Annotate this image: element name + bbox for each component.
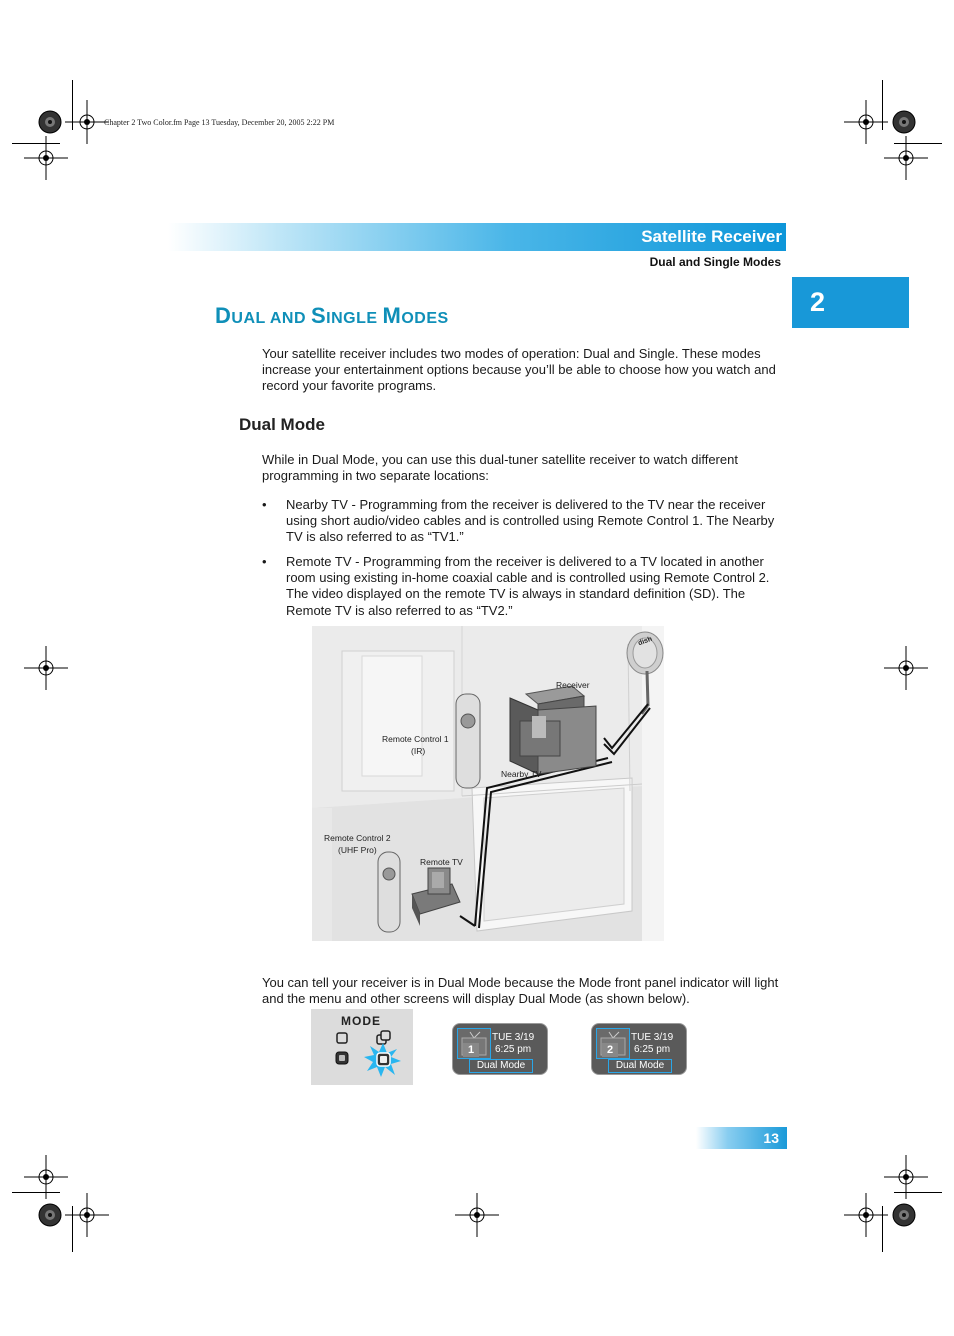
- osd-mode-label: Dual Mode: [469, 1059, 533, 1073]
- title-rest-3: ODES: [401, 310, 449, 327]
- mode-front-panel: [311, 1009, 413, 1085]
- osd-date: TUE 3/19: [631, 1032, 674, 1043]
- header-subtitle: Dual and Single Modes: [649, 255, 781, 269]
- tv-icon: [457, 1028, 491, 1059]
- header-title: Satellite Receiver: [641, 227, 782, 246]
- osd-mode-label: Dual Mode: [608, 1059, 672, 1073]
- tv-icon: [596, 1028, 630, 1059]
- osd-date: TUE 3/19: [492, 1032, 535, 1043]
- dual-mode-diagram: [312, 626, 664, 941]
- bullet-symbol: •: [262, 497, 267, 512]
- title-cap-3: M: [382, 303, 402, 328]
- header-band: [168, 223, 786, 251]
- tv-number: 2: [602, 1043, 618, 1057]
- osd-time: 6:25 pm: [634, 1044, 671, 1055]
- osd-screen-tv1: [452, 1023, 548, 1075]
- indicator-paragraph: You can tell your receiver is in Dual Mode because the Mode front panel indicator will light and the menu and other screens will display Dual Mode (as shown below).: [262, 975, 779, 1007]
- osd-time: 6:25 pm: [495, 1044, 532, 1055]
- label-remote1-type: (IR): [411, 746, 426, 756]
- bullet-symbol: •: [262, 554, 267, 569]
- page-number: 13: [763, 1130, 779, 1146]
- single-mode-icon: [337, 1033, 347, 1043]
- mode-indicators: [311, 1009, 413, 1085]
- dual-mode-heading: Dual Mode: [239, 415, 325, 434]
- title-rest-2: INGLE: [326, 310, 383, 327]
- diagram-illustration: [312, 626, 664, 941]
- page-number-tab: [696, 1127, 787, 1149]
- label-nearby-tv: Nearby TV: [501, 769, 542, 779]
- chapter-number: 2: [810, 287, 826, 317]
- title-cap-2: S: [310, 303, 327, 328]
- osd-screen-tv2: [591, 1023, 687, 1075]
- bullet-text: Nearby TV - Programming from the receiver is delivered to the TV near the receiver using short audio/video cables and is controlled using Remote Control 1. The Nearby TV is also referred to as “TV1.”: [286, 497, 775, 545]
- label-remote1: Remote Control 1: [382, 734, 449, 744]
- title-cap-1: D: [215, 303, 232, 328]
- title-rest-1: UAL AND: [231, 310, 311, 327]
- bullet-text: Remote TV - Programming from the receiver is delivered to a TV located in another room using existing in-home coaxial cable and is controlled using Remote Control 2. The video displayed on the remote TV is always in standard definition (SD). The Remote TV is also referred to as “TV2.”: [286, 554, 770, 618]
- dual-mode-intro: While in Dual Mode, you can use this dual-tuner satellite receiver to watch different programming in two separate locations:: [262, 452, 738, 484]
- dish-logo: dish: [637, 635, 654, 648]
- file-info-line: Chapter 2 Two Color.fm Page 13 Tuesday, December 20, 2005 2:22 PM: [104, 118, 335, 127]
- label-remote-tv: Remote TV: [420, 857, 463, 867]
- chapter-tab: [792, 277, 909, 328]
- label-remote2: Remote Control 2: [324, 833, 391, 843]
- tv-number: 1: [463, 1043, 479, 1057]
- intro-paragraph: Your satellite receiver includes two modes of operation: Dual and Single. These modes increase your entertainment options because you’ll be able to choose how you watch and record your favorite programs.: [262, 346, 776, 394]
- label-receiver: Receiver: [556, 680, 590, 690]
- mode-panel-label: MODE: [341, 1014, 381, 1028]
- label-remote2-type: (UHF Pro): [338, 845, 377, 855]
- section-title: [215, 303, 449, 329]
